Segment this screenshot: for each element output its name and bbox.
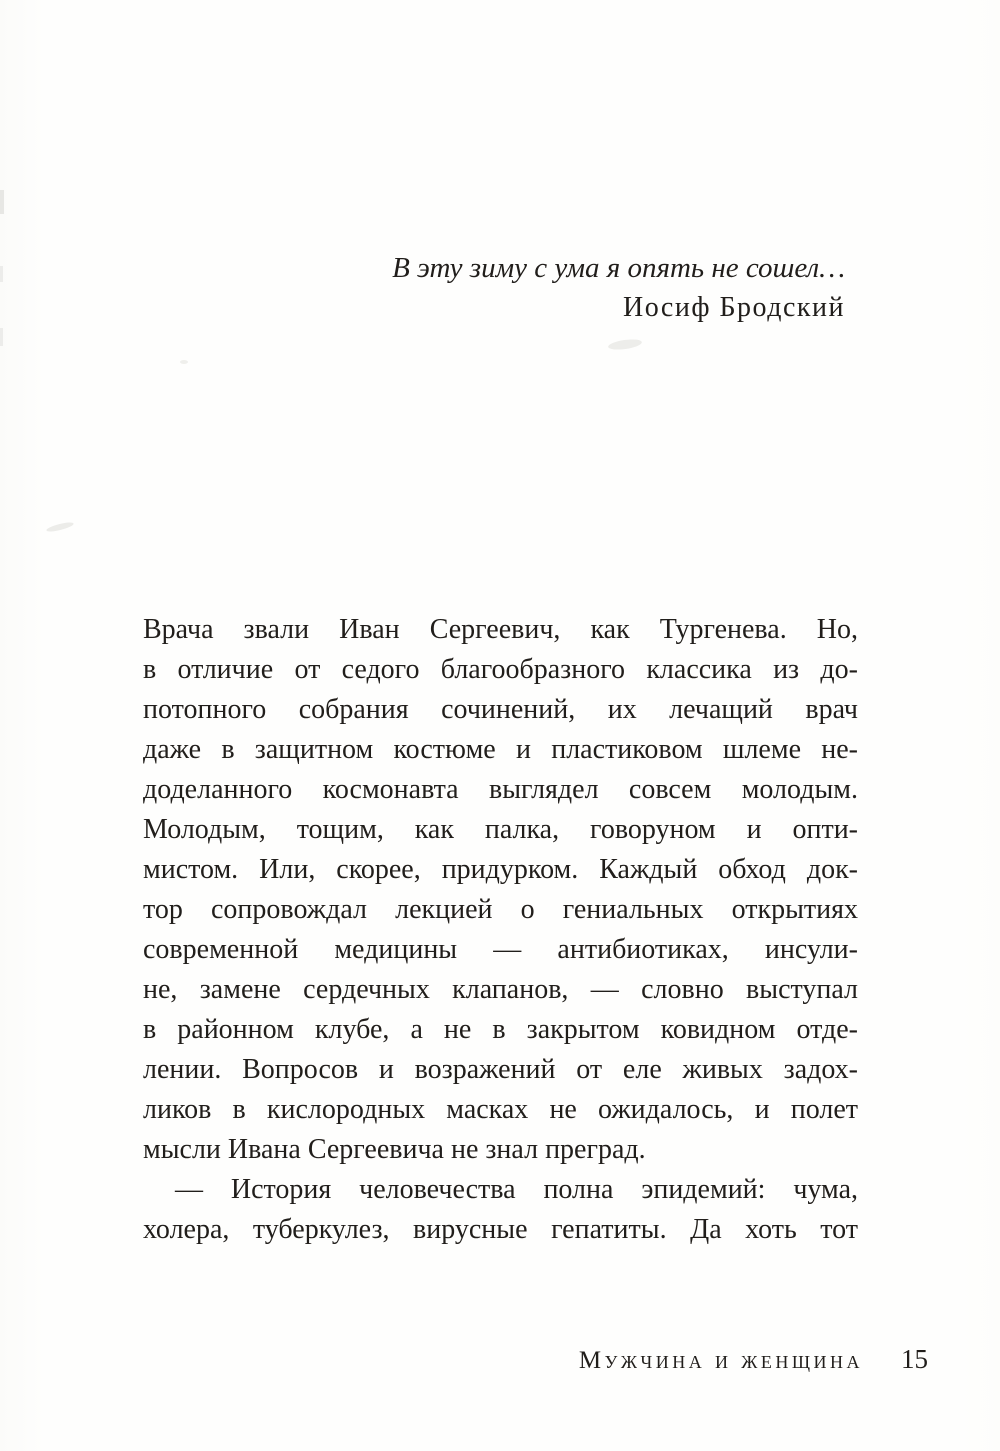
text-line: современной медицины — антибиотиках, инсули- bbox=[143, 934, 858, 965]
scan-artifact bbox=[46, 521, 75, 534]
text-line: — История человечества полна эпидемий: чума, bbox=[175, 1174, 858, 1205]
text-line: в районном клубе, а не в закрытом ковидном отде- bbox=[143, 1014, 858, 1045]
scan-artifact bbox=[180, 360, 188, 364]
text-line: тор сопровождал лекцией о гениальных открытиях bbox=[143, 894, 858, 925]
body-text bbox=[143, 610, 858, 1250]
epigraph-attribution: Иосиф Бродский bbox=[623, 292, 845, 323]
page-number: 15 bbox=[901, 1344, 928, 1374]
text-line: даже в защитном костюме и пластиковом шлеме не- bbox=[143, 734, 858, 765]
text-line: мистом. Или, скорее, придурком. Каждый обход док- bbox=[143, 854, 858, 885]
text-line: доделанного космонавта выглядел совсем молодым. bbox=[143, 774, 858, 805]
page-footer bbox=[579, 1344, 928, 1375]
scan-artifact bbox=[0, 328, 3, 346]
text-line: в отличие от седого благообразного классика из до- bbox=[143, 654, 858, 685]
text-line: ликов в кислородных масках не ожидалось, и полет bbox=[143, 1094, 858, 1125]
scan-artifact bbox=[0, 190, 4, 214]
text-line: холера, туберкулез, вирусные гепатиты. Да хоть тот bbox=[143, 1214, 858, 1245]
scan-artifact bbox=[0, 266, 3, 282]
text-line: не, замене сердечных клапанов, — словно выступал bbox=[143, 974, 858, 1005]
running-title: Мужчина и женщина bbox=[578, 1347, 863, 1374]
text-line: потопного собрания сочинений, их лечащий врач bbox=[143, 694, 858, 725]
scan-artifact bbox=[608, 338, 643, 352]
epigraph bbox=[392, 250, 845, 326]
text-line: Молодым, тощим, как палка, говоруном и опти- bbox=[143, 814, 858, 845]
epigraph-quote: В эту зиму с ума я опять не сошел… bbox=[392, 252, 845, 284]
text-line: лении. Вопросов и возражений от еле живых задох- bbox=[143, 1054, 858, 1085]
text-line: Врача звали Иван Сергеевич, как Тургенева. Но, bbox=[143, 614, 858, 645]
text-line: мысли Ивана Сергеевича не знал преград. bbox=[143, 1134, 646, 1165]
